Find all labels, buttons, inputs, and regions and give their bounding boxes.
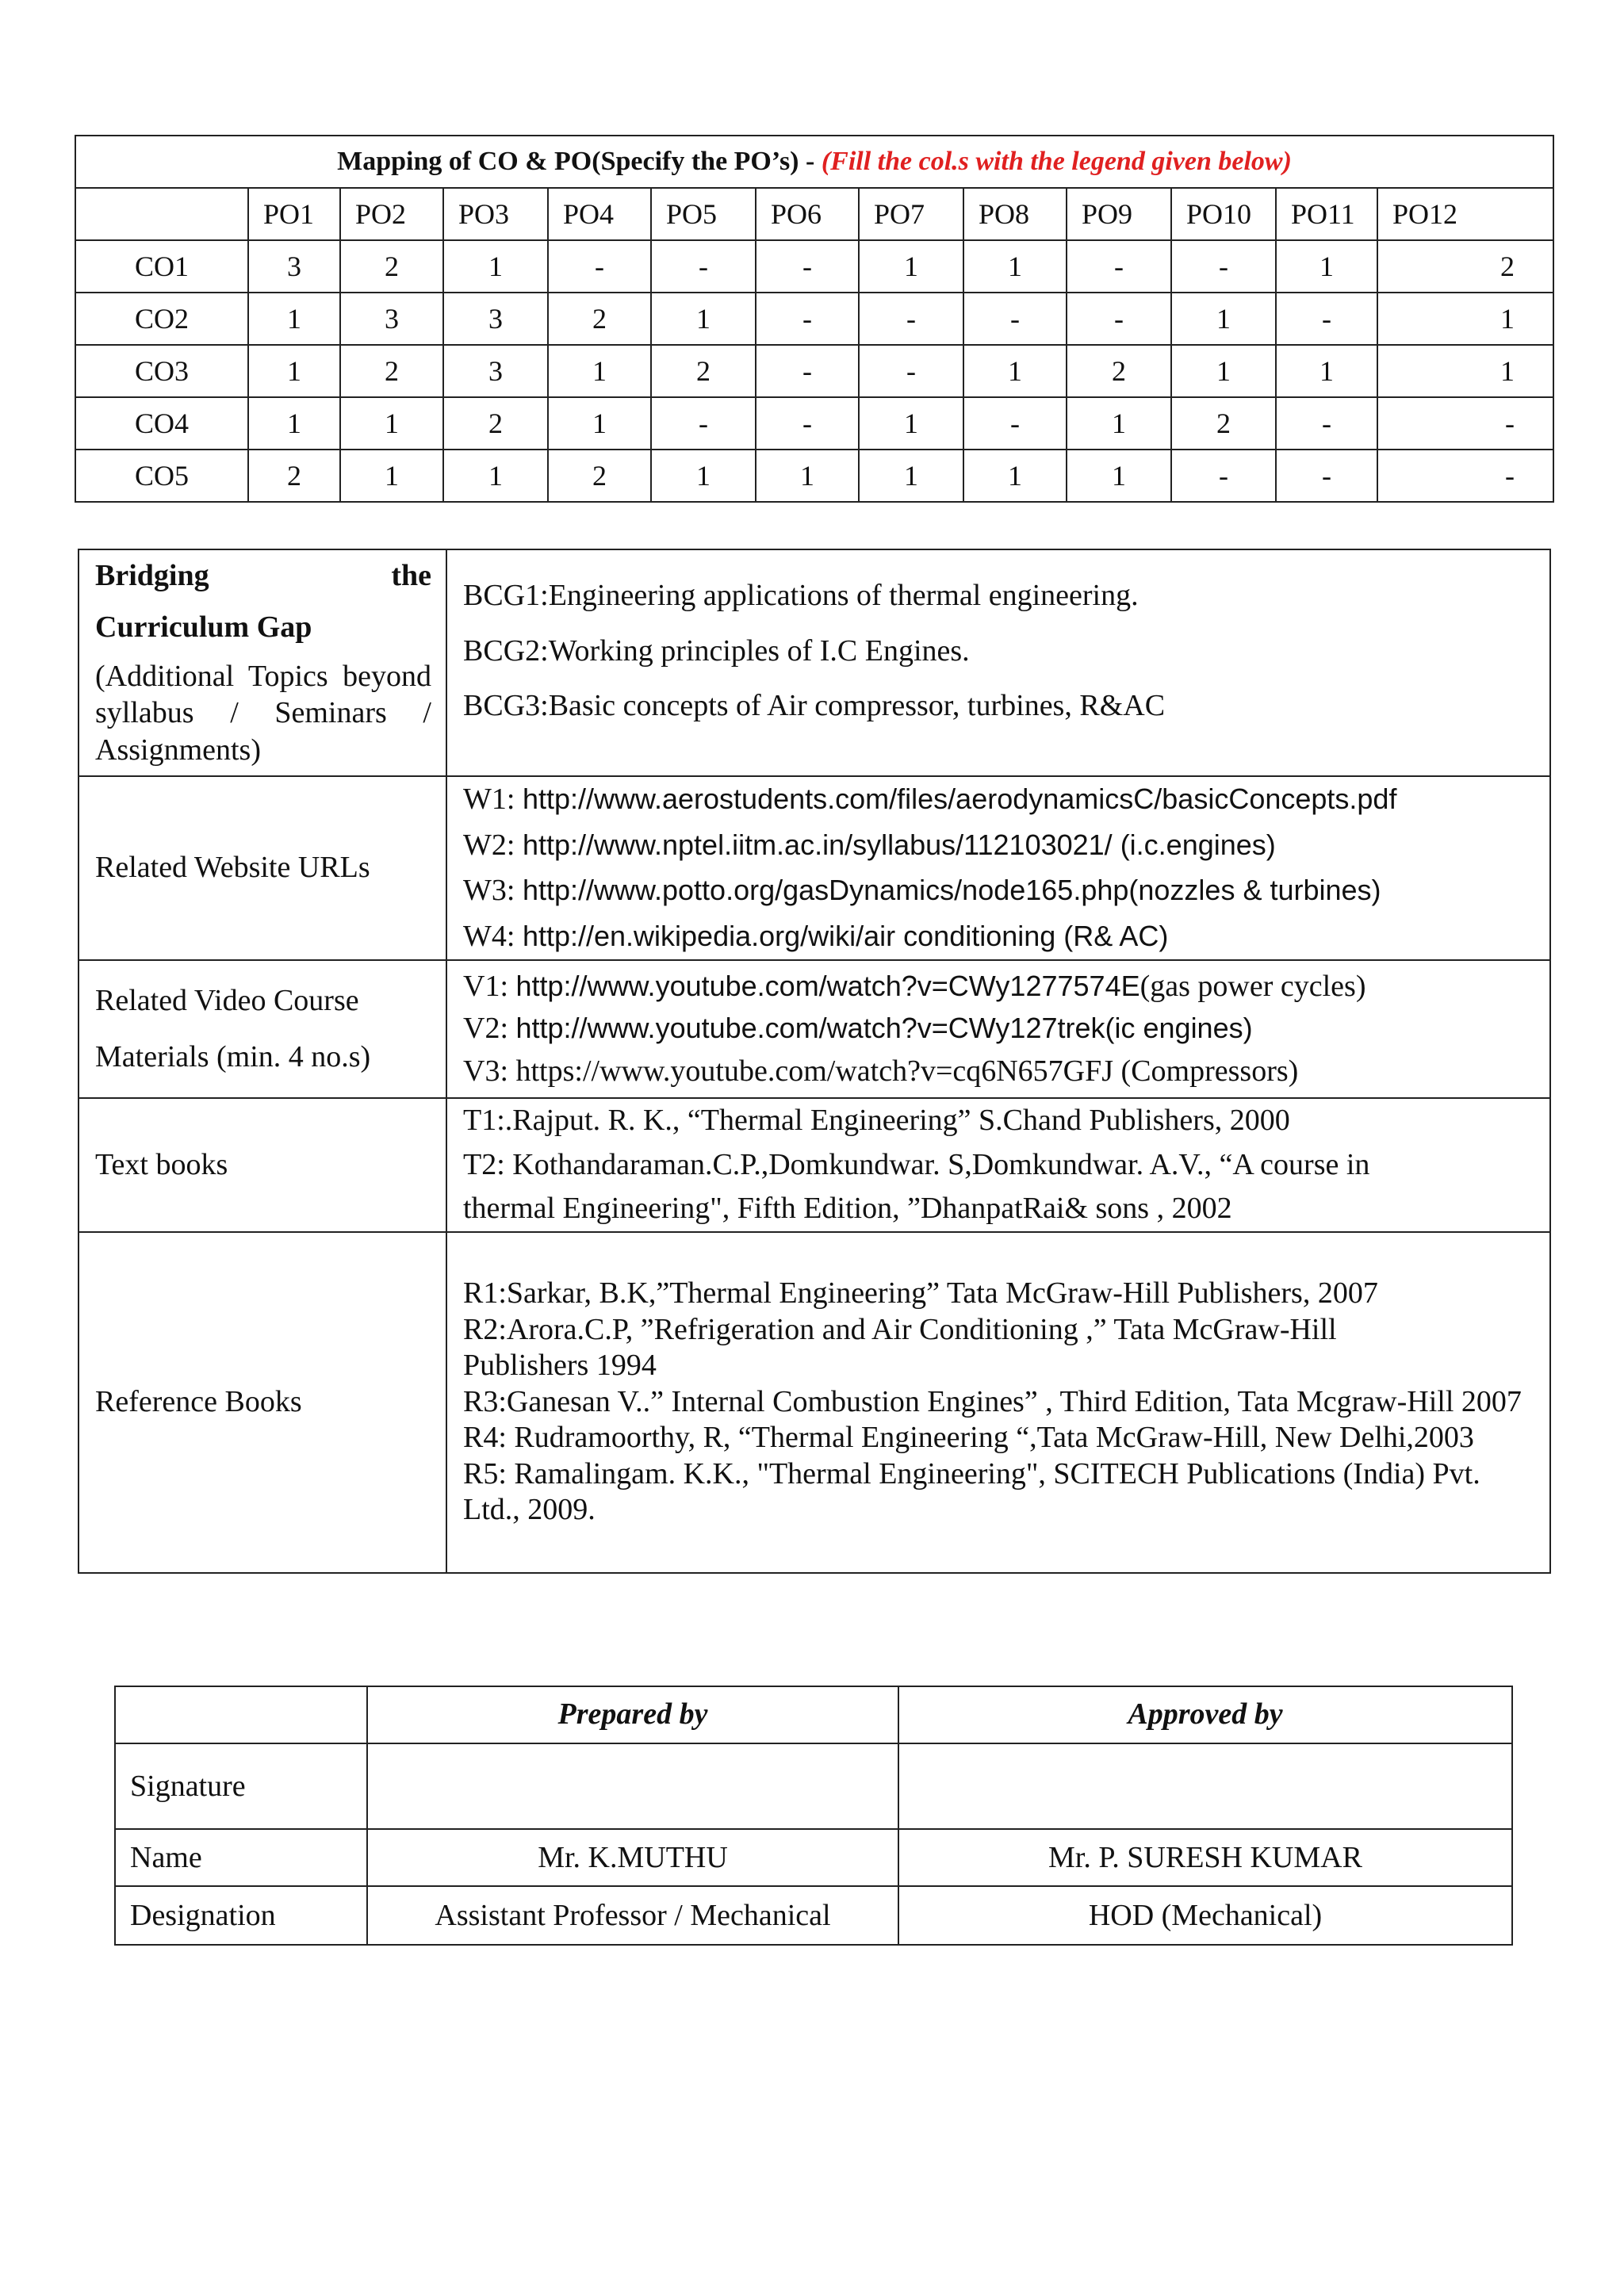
signoff-header-row [115,1686,1512,1743]
po-header: PO12 [1377,188,1553,240]
po-header: PO8 [963,188,1067,240]
mapping-cell: - [1067,240,1171,293]
reference-item: R1:Sarkar, B.K,”Thermal Engineering” Tata McGraw-Hill Publishers, 2007 [463,1276,1378,1310]
signoff-table [114,1686,1513,1946]
co-row [75,240,1553,293]
mapping-cell: 1 [548,345,651,397]
bridging-label-note: (Additional Topics beyond syllabus / Seminars / Assignments) [95,659,431,767]
bridging-row [79,549,1550,776]
reference-item: R5: Ramalingam. K.K., "Thermal Engineering", SCITECH Publications (India) Pvt. Ltd., 2009. [463,1456,1480,1527]
po-header: PO9 [1067,188,1171,240]
mapping-title-text: Mapping of CO & PO(Specify the PO’s) - [337,147,822,176]
mapping-cell: 1 [1067,450,1171,502]
mapping-cell: - [859,293,963,345]
name-label: Name [115,1829,367,1886]
mapping-cell: 1 [756,450,859,502]
mapping-cell: 2 [548,450,651,502]
video-item [463,1010,1535,1048]
approved-by-header: Approved by [898,1686,1512,1743]
mapping-cell: - [1067,293,1171,345]
website-url[interactable]: http://www.potto.org/gasDynamics/node165.php(nozzles & turbines) [522,874,1381,906]
bcg-item: BCG3:Basic concepts of Air compressor, turbines, R&AC [463,689,1166,722]
mapping-cell: 1 [248,397,340,450]
mapping-cell: 2 [443,397,548,450]
course-resources-table [78,549,1551,1574]
textbook-item: T2: Kothandaraman.C.P.,Domkundwar. S,Domkundwar. A.V., “A course in [463,1147,1370,1181]
website-prefix: W3: [463,874,523,907]
videos-row [79,960,1550,1098]
mapping-cell: 1 [1377,345,1553,397]
co-label: CO2 [75,293,248,345]
mapping-cell: 3 [443,293,548,345]
mapping-cell: 1 [1276,345,1377,397]
mapping-cell: - [548,240,651,293]
mapping-cell: - [756,345,859,397]
website-item [463,827,1535,865]
videos-label-cell [79,960,446,1098]
mapping-cell: 1 [443,450,548,502]
approved-name: Mr. P. SURESH KUMAR [898,1829,1512,1886]
mapping-cell: - [756,397,859,450]
video-url[interactable]: http://www.youtube.com/watch?v=CWy127trek(ic engines) [515,1012,1253,1045]
mapping-cell: 1 [963,240,1067,293]
mapping-cell: 1 [859,450,963,502]
signature-label: Signature [115,1743,367,1829]
mapping-legend-note: (Fill the col.s with the legend given below) [821,147,1292,176]
po-header: PO3 [443,188,548,240]
video-url[interactable]: https://www.youtube.com/watch?v=cq6N657GFJ (Compressors) [515,1054,1299,1088]
video-prefix: V1: [463,969,516,1003]
co-row [75,293,1553,345]
mapping-title [75,136,1553,188]
designation-label: Designation [115,1886,367,1945]
po-header-row [75,188,1553,240]
mapping-cell: 2 [340,345,443,397]
bcg-item: BCG1:Engineering applications of thermal engineering. [463,579,1139,612]
website-item [463,918,1535,956]
website-item [463,781,1535,819]
textbook-item: T1:.Rajput. R. K., “Thermal Engineering” S.Chand Publishers, 2000 [463,1104,1290,1137]
prepared-designation: Assistant Professor / Mechanical [367,1886,898,1945]
reference-item: R4: Rudramoorthy, R, “Thermal Engineering “,Tata McGraw-Hill, New Delhi,2003 [463,1421,1474,1455]
mapping-cell: - [1276,450,1377,502]
mapping-cell: - [859,345,963,397]
mapping-cell: - [1171,450,1276,502]
mapping-cell: 3 [340,293,443,345]
mapping-cell: 1 [1171,293,1276,345]
bridging-items-cell [446,549,1550,776]
references-label: Reference Books [79,1232,446,1573]
videos-label-line1: Related Video Course [95,983,359,1017]
videos-label-line2: Materials (min. 4 no.s) [95,1040,371,1073]
mapping-cell: 1 [443,240,548,293]
bridging-label-word: the [391,558,431,592]
website-url[interactable]: http://www.nptel.iitm.ac.in/syllabus/112103021/ (i.c.engines) [522,828,1276,861]
textbooks-label: Text books [79,1098,446,1232]
designation-row [115,1886,1512,1945]
mapping-cell: 1 [651,450,756,502]
co-po-mapping-table [75,135,1554,503]
references-row [79,1232,1550,1573]
bridging-label-line2: Curriculum Gap [95,610,312,645]
mapping-cell: 1 [340,397,443,450]
mapping-cell: - [1276,293,1377,345]
mapping-cell: 2 [548,293,651,345]
website-prefix: W4: [463,919,523,953]
co-row [75,397,1553,450]
prepared-signature [367,1743,898,1829]
mapping-cell: 1 [1276,240,1377,293]
po-header: PO11 [1276,188,1377,240]
video-url[interactable]: http://www.youtube.com/watch?v=CWy1277574E [515,969,1140,1002]
approved-signature [898,1743,1512,1829]
po-header: PO6 [756,188,859,240]
mapping-cell: 3 [248,240,340,293]
mapping-cell: - [1377,397,1553,450]
po-header: PO1 [248,188,340,240]
textbooks-cell [446,1098,1550,1232]
mapping-cell: - [1377,450,1553,502]
mapping-cell: 1 [248,293,340,345]
mapping-cell: 2 [1377,240,1553,293]
video-prefix: V3: [463,1054,516,1088]
mapping-cell: 1 [248,345,340,397]
websites-row [79,776,1550,960]
signoff-corner [115,1686,367,1743]
co-row [75,345,1553,397]
mapping-cell: 2 [1171,397,1276,450]
bridging-label-word: Bridging [95,558,209,592]
websites-cell [446,776,1550,960]
website-url[interactable]: http://en.wikipedia.org/wiki/air conditioning (R& AC) [522,919,1169,952]
mapping-cell: - [756,240,859,293]
po-header: PO7 [859,188,963,240]
po-header: PO5 [651,188,756,240]
mapping-cell: 1 [548,397,651,450]
website-item [463,872,1535,910]
corner-cell [75,188,248,240]
mapping-cell: - [756,293,859,345]
prepared-by-header: Prepared by [367,1686,898,1743]
co-label: CO3 [75,345,248,397]
website-url[interactable]: http://www.aerostudents.com/files/aerodynamicsC/basicConcepts.pdf [522,783,1397,815]
mapping-cell: 1 [1171,345,1276,397]
name-row [115,1829,1512,1886]
mapping-cell: 1 [963,345,1067,397]
co-label: CO4 [75,397,248,450]
po-header: PO10 [1171,188,1276,240]
websites-label: Related Website URLs [79,776,446,960]
video-suffix: (gas power cycles) [1139,969,1366,1003]
bridging-label-cell [79,549,446,776]
video-item [463,968,1535,1006]
textbooks-row [79,1098,1550,1232]
co-row [75,450,1553,502]
mapping-cell: 2 [1067,345,1171,397]
mapping-cell: 2 [651,345,756,397]
mapping-cell: 1 [651,293,756,345]
mapping-cell: - [1171,240,1276,293]
approved-designation: HOD (Mechanical) [898,1886,1512,1945]
mapping-cell: 1 [859,397,963,450]
website-prefix: W2: [463,828,523,862]
mapping-rows [75,240,1553,502]
references-cell [446,1232,1550,1573]
mapping-cell: - [651,397,756,450]
video-item [463,1053,1535,1091]
mapping-cell: 3 [443,345,548,397]
mapping-cell: 1 [963,450,1067,502]
reference-item: R2:Arora.C.P, ”Refrigeration and Air Conditioning ,” Tata McGraw-Hill Publishers 1994 [463,1312,1337,1383]
textbook-item-continued: thermal Engineering", Fifth Edition, ”DhanpatRai& sons , 2002 [463,1192,1232,1225]
po-header: PO4 [548,188,651,240]
bcg-item: BCG2:Working principles of I.C Engines. [463,633,970,668]
mapping-cell: 1 [340,450,443,502]
videos-cell [446,960,1550,1098]
mapping-cell: 1 [859,240,963,293]
mapping-cell: 1 [1067,397,1171,450]
co-label: CO1 [75,240,248,293]
prepared-name: Mr. K.MUTHU [367,1829,898,1886]
mapping-cell: 2 [248,450,340,502]
website-prefix: W1: [463,783,523,816]
video-prefix: V2: [463,1012,516,1046]
mapping-cell: - [651,240,756,293]
mapping-cell: 2 [340,240,443,293]
mapping-cell: - [1276,397,1377,450]
mapping-cell: - [963,397,1067,450]
po-header: PO2 [340,188,443,240]
mapping-cell: 1 [1377,293,1553,345]
co-label: CO5 [75,450,248,502]
mapping-cell: - [963,293,1067,345]
signature-row [115,1743,1512,1829]
reference-item: R3:Ganesan V..” Internal Combustion Engines” , Third Edition, Tata Mcgraw-Hill 2007 [463,1384,1522,1418]
